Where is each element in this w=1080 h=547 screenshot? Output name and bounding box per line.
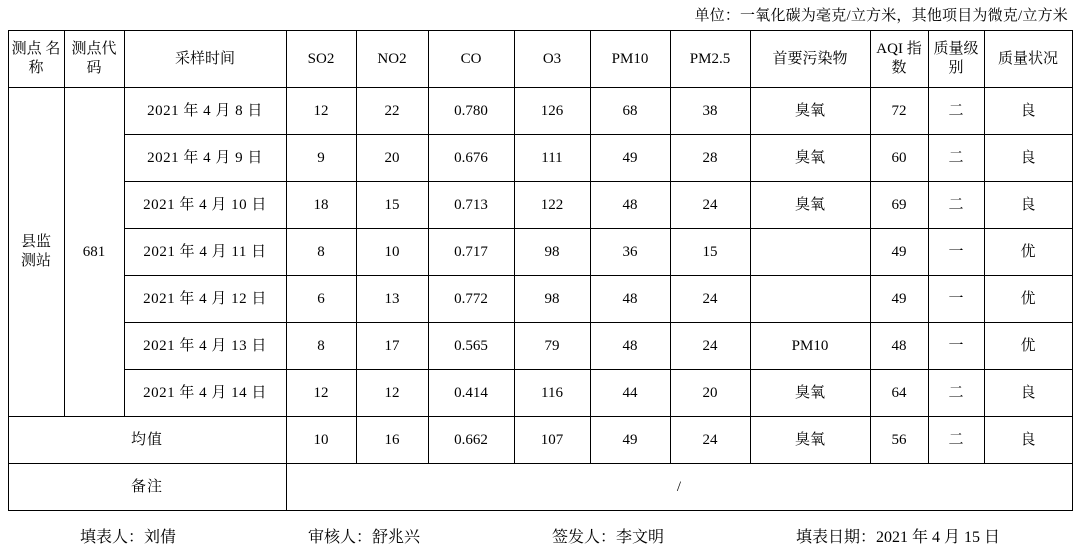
average-quality-level: 二 bbox=[928, 417, 984, 464]
header-aqi-line2: 指数 bbox=[891, 41, 922, 76]
row-major-pollutant bbox=[750, 229, 870, 276]
row-aqi: 49 bbox=[870, 229, 928, 276]
row-major-pollutant: PM10 bbox=[750, 323, 870, 370]
row-o3: 79 bbox=[514, 323, 590, 370]
row-pm25: 20 bbox=[670, 370, 750, 417]
row-time: 2021 年 4 月 10 日 bbox=[124, 182, 286, 229]
header-quality-level-line2: 别 bbox=[948, 60, 964, 76]
average-quality-status: 良 bbox=[984, 417, 1072, 464]
average-pm25: 24 bbox=[670, 417, 750, 464]
row-o3: 122 bbox=[514, 182, 590, 229]
row-pm25: 38 bbox=[670, 88, 750, 135]
average-label: 均值 bbox=[8, 417, 286, 464]
header-quality-status: 质量状况 bbox=[984, 31, 1072, 88]
row-quality-status: 优 bbox=[984, 229, 1072, 276]
header-major-pollutant: 首要污染物 bbox=[750, 31, 870, 88]
row-quality-level: 一 bbox=[928, 323, 984, 370]
row-time: 2021 年 4 月 9 日 bbox=[124, 135, 286, 182]
average-no2: 16 bbox=[356, 417, 428, 464]
average-pm10: 49 bbox=[590, 417, 670, 464]
row-no2: 17 bbox=[356, 323, 428, 370]
row-quality-status: 良 bbox=[984, 182, 1072, 229]
row-quality-level: 二 bbox=[928, 135, 984, 182]
footer-date: 填表日期：2021 年 4 月 15 日 bbox=[795, 529, 1000, 546]
remark-label: 备注 bbox=[8, 464, 286, 511]
row-pm10: 49 bbox=[590, 135, 670, 182]
row-pm25: 24 bbox=[670, 276, 750, 323]
row-co: 0.717 bbox=[428, 229, 514, 276]
row-so2: 12 bbox=[286, 370, 356, 417]
row-quality-level: 一 bbox=[928, 276, 984, 323]
row-no2: 13 bbox=[356, 276, 428, 323]
station-name-cell bbox=[8, 88, 64, 417]
row-pm10: 48 bbox=[590, 182, 670, 229]
header-no2: NO2 bbox=[356, 31, 428, 88]
row-pm25: 15 bbox=[670, 229, 750, 276]
row-o3: 98 bbox=[514, 229, 590, 276]
row-co: 0.565 bbox=[428, 323, 514, 370]
row-co: 0.772 bbox=[428, 276, 514, 323]
row-aqi: 69 bbox=[870, 182, 928, 229]
header-co: CO bbox=[428, 31, 514, 88]
row-no2: 12 bbox=[356, 370, 428, 417]
row-pm10: 36 bbox=[590, 229, 670, 276]
remark-value: / bbox=[286, 464, 1072, 511]
row-major-pollutant: 臭氧 bbox=[750, 88, 870, 135]
header-o3: O3 bbox=[514, 31, 590, 88]
row-quality-level: 二 bbox=[928, 370, 984, 417]
average-o3: 107 bbox=[514, 417, 590, 464]
row-major-pollutant: 臭氧 bbox=[750, 135, 870, 182]
header-pm25: PM2.5 bbox=[670, 31, 750, 88]
row-co: 0.713 bbox=[428, 182, 514, 229]
table-row bbox=[8, 323, 1072, 370]
header-station-code-line2: 码 bbox=[86, 60, 102, 76]
header-station-name-line2: 名称 bbox=[28, 41, 61, 76]
header-station-name bbox=[8, 31, 64, 88]
row-quality-level: 二 bbox=[928, 182, 984, 229]
header-station-code bbox=[64, 31, 124, 88]
row-no2: 15 bbox=[356, 182, 428, 229]
row-co: 0.676 bbox=[428, 135, 514, 182]
row-quality-status: 良 bbox=[984, 135, 1072, 182]
average-major-pollutant: 臭氧 bbox=[750, 417, 870, 464]
row-time: 2021 年 4 月 8 日 bbox=[124, 88, 286, 135]
average-so2: 10 bbox=[286, 417, 356, 464]
footer-filler: 填表人：刘倩 bbox=[80, 529, 177, 546]
row-time: 2021 年 4 月 11 日 bbox=[124, 229, 286, 276]
table-row bbox=[8, 276, 1072, 323]
row-so2: 9 bbox=[286, 135, 356, 182]
average-co: 0.662 bbox=[428, 417, 514, 464]
row-quality-level: 一 bbox=[928, 229, 984, 276]
row-time: 2021 年 4 月 14 日 bbox=[124, 370, 286, 417]
table-row bbox=[8, 182, 1072, 229]
header-pm10: PM10 bbox=[590, 31, 670, 88]
row-so2: 18 bbox=[286, 182, 356, 229]
row-so2: 8 bbox=[286, 229, 356, 276]
row-o3: 98 bbox=[514, 276, 590, 323]
row-time: 2021 年 4 月 12 日 bbox=[124, 276, 286, 323]
header-sample-time: 采样时间 bbox=[124, 31, 286, 88]
row-major-pollutant: 臭氧 bbox=[750, 370, 870, 417]
station-name-line2: 测站 bbox=[20, 253, 51, 269]
row-quality-status: 良 bbox=[984, 88, 1072, 135]
table-row bbox=[8, 229, 1072, 276]
row-no2: 10 bbox=[356, 229, 428, 276]
row-no2: 22 bbox=[356, 88, 428, 135]
station-code-cell: 681 bbox=[64, 88, 124, 417]
header-station-code-line1: 测点代 bbox=[71, 41, 117, 58]
row-o3: 116 bbox=[514, 370, 590, 417]
row-aqi: 49 bbox=[870, 276, 928, 323]
row-pm10: 44 bbox=[590, 370, 670, 417]
header-so2: SO2 bbox=[286, 31, 356, 88]
row-aqi: 48 bbox=[870, 323, 928, 370]
average-row bbox=[8, 417, 1072, 464]
row-aqi: 72 bbox=[870, 88, 928, 135]
table-row bbox=[8, 370, 1072, 417]
row-o3: 111 bbox=[514, 135, 590, 182]
row-quality-status: 优 bbox=[984, 323, 1072, 370]
row-quality-level: 二 bbox=[928, 88, 984, 135]
row-pm10: 48 bbox=[590, 276, 670, 323]
row-aqi: 60 bbox=[870, 135, 928, 182]
row-so2: 8 bbox=[286, 323, 356, 370]
header-quality-level-line1: 质量级 bbox=[933, 41, 979, 58]
row-major-pollutant bbox=[750, 276, 870, 323]
row-quality-status: 优 bbox=[984, 276, 1072, 323]
table-header-row bbox=[8, 31, 1072, 88]
station-name-line1: 县监 bbox=[20, 234, 51, 251]
row-co: 0.414 bbox=[428, 370, 514, 417]
row-co: 0.780 bbox=[428, 88, 514, 135]
row-major-pollutant: 臭氧 bbox=[750, 182, 870, 229]
header-aqi-line1: AQI bbox=[876, 41, 903, 58]
row-quality-status: 良 bbox=[984, 370, 1072, 417]
table-row bbox=[8, 88, 1072, 135]
row-pm10: 68 bbox=[590, 88, 670, 135]
remark-row bbox=[8, 464, 1072, 511]
footer-reviewer: 审核人：舒兆兴 bbox=[307, 529, 420, 546]
footer-issuer: 签发人：李文明 bbox=[551, 529, 664, 546]
row-o3: 126 bbox=[514, 88, 590, 135]
unit-note: 单位：一氧化碳为毫克/立方米，其他项目为微克/立方米 bbox=[694, 8, 1068, 24]
row-so2: 6 bbox=[286, 276, 356, 323]
row-pm25: 24 bbox=[670, 182, 750, 229]
row-aqi: 64 bbox=[870, 370, 928, 417]
row-no2: 20 bbox=[356, 135, 428, 182]
row-pm25: 24 bbox=[670, 323, 750, 370]
header-station-name-line1: 测点 bbox=[11, 41, 42, 58]
air-quality-table bbox=[8, 30, 1073, 511]
row-so2: 12 bbox=[286, 88, 356, 135]
table-row bbox=[8, 135, 1072, 182]
row-pm10: 48 bbox=[590, 323, 670, 370]
header-aqi bbox=[870, 31, 928, 88]
average-aqi: 56 bbox=[870, 417, 928, 464]
header-quality-level bbox=[928, 31, 984, 88]
footer-signatures bbox=[80, 511, 1000, 547]
row-time: 2021 年 4 月 13 日 bbox=[124, 323, 286, 370]
row-pm25: 28 bbox=[670, 135, 750, 182]
